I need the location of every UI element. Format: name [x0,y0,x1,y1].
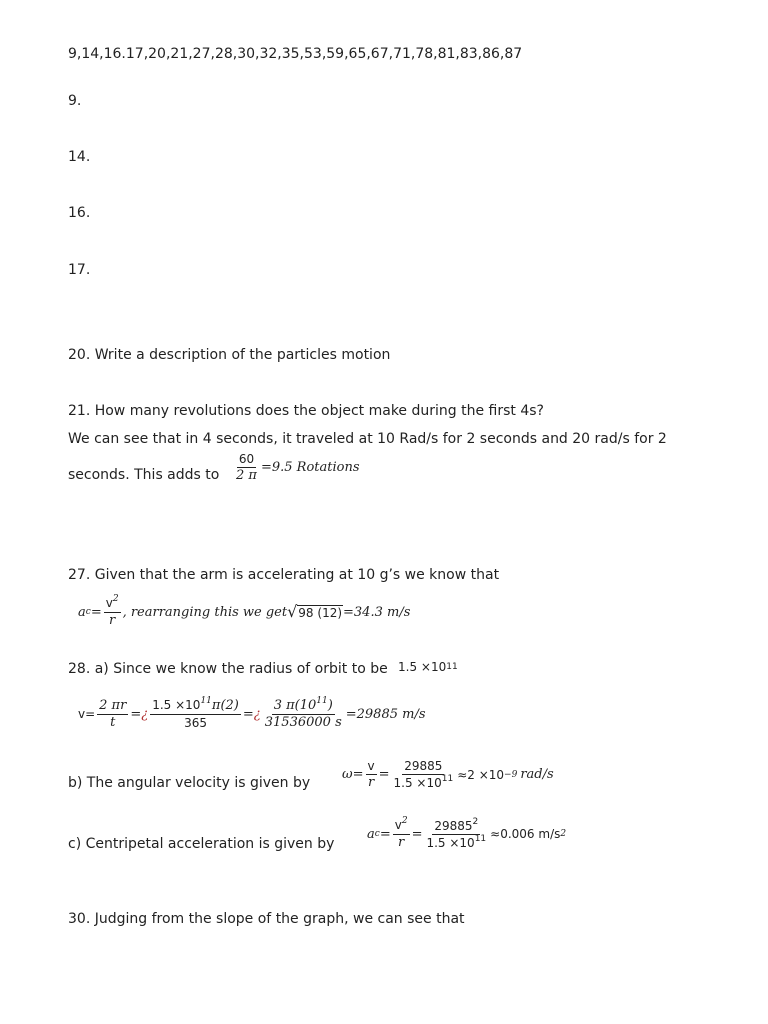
numerator-exponent: 2 [472,816,479,827]
fraction-v-over-r [366,759,377,790]
radius-symbol: r [109,613,116,628]
fraction-rotations [234,452,259,483]
fraction-speed-over-radius [392,759,456,790]
denominator: 31536000 s [264,714,342,730]
denominator-mantissa: 1.5 ×10 [426,835,475,850]
accel-symbol: a [78,604,86,620]
equation-28a [78,695,426,730]
equation-27-result: =34.3 m/s [343,604,411,620]
question-30: 30. Judging from the slope of the graph, we can see that [68,911,465,927]
numerator: 29885 [404,759,443,773]
equals-sign: = [130,706,142,722]
denominator: t [110,714,116,730]
equation-28b-result: ≈2 ×10 [457,767,505,782]
equation-28b: ω= $\frac{v}{r}$ = $\frac{29885}{1.5 \times 10^{11}}$ ≈2 ×10 −9 rad/s [342,759,554,790]
equation-27-text: , rearranging this we get [122,604,288,620]
numerator: v [367,759,375,773]
numerator-head: 3 π(10 [273,697,317,713]
fraction-2pir-over-t [97,699,128,730]
equation-27: a c = $\frac{v^2}{r}$ , rearranging this we get √ 98 (12) =34.3 m/s [78,594,411,628]
numerator: 2 πr [99,697,127,713]
radius-mantissa: 1.5 ×10 [398,660,447,674]
question-16: 16. [68,205,91,221]
render-artifact: ¿ [253,706,261,722]
question-20: 20. Write a description of the particles motion [68,347,391,363]
fraction-v2-over-r [104,596,121,628]
numerator-tail: ) [327,697,333,713]
numerator-tail: π(2) [211,698,239,713]
numerator-exponent: 11 [316,695,328,706]
numerator-exponent: 11 [200,696,212,706]
velocity-lhs: v= [78,707,96,721]
equation-21-result: =9.5 Rotations [260,460,360,475]
orbit-radius-value: 1.5 ×10 11 [398,660,458,674]
denominator-mantissa: 1.5 ×10 [393,776,442,790]
velocity-symbol: v [394,818,402,832]
accel-symbol: a [367,826,375,842]
equation-21 [232,452,360,483]
render-artifact: ¿ [141,706,149,722]
answer-21-line1: We can see that in 4 seconds, it traveled at 10 Rad/s for 2 seconds and 20 rad/s for 2 [68,431,667,447]
equals-sign: = [242,706,254,722]
exponent: 2 [401,816,408,826]
question-17: 17. [68,262,91,278]
question-9: 9. [68,93,82,109]
equation-28c: a c = $\frac{v^2}{r}$ = $\frac{29885^2}{1.5 \times 10^{11}}$ ≈0.006 m/s 2 [367,816,567,850]
denominator: r [367,775,375,790]
equals-sign: = [378,767,390,782]
fraction-v2-over-r [393,818,410,850]
equation-28a-result: =29885 m/s [345,706,426,722]
denominator: r [398,835,405,850]
fraction-3pi-over-seconds [263,695,344,730]
question-28c: c) Centripetal acceleration is given by [68,836,335,852]
question-14: 14. [68,149,91,165]
square-root: √ 98 (12) [287,601,343,621]
question-28a: 28. a) Since we know the radius of orbit to be [68,661,388,677]
problem-list: 9,14,16.17,20,21,27,28,30,32,35,53,59,65,67,71,78,81,83,86,87 [68,46,523,62]
numerator: 60 [238,452,255,466]
denominator: 365 [184,716,207,730]
numerator-mantissa: 29885 [434,818,473,833]
answer-21-line2: seconds. This adds to [68,467,220,483]
equals-sign: = [411,826,423,842]
numerator-mantissa: 1.5 ×10 [152,698,201,712]
equation-28c-result: ≈0.006 m/s [490,827,561,841]
question-28b: b) The angular velocity is given by [68,775,311,791]
velocity-symbol: v [105,596,113,610]
question-21: 21. How many revolutions does the object make during the first 4s? [68,403,544,419]
radicand: 98 (12) [298,605,343,620]
fraction-speed-squared-over-radius [424,816,488,850]
result-unit: rad/s [520,767,554,782]
exponent: 2 [112,594,119,604]
equals-sign: = [379,826,391,842]
question-27: 27. Given that the arm is accelerating at 10 g’s we know that [68,567,500,583]
denominator-exponent: 11 [441,774,454,784]
fraction-radius-pi [150,698,241,730]
omega-lhs: ω= [342,767,364,782]
denominator: 2 π [236,468,257,483]
equals-sign: = [90,604,102,620]
denominator-exponent: 11 [474,833,487,844]
